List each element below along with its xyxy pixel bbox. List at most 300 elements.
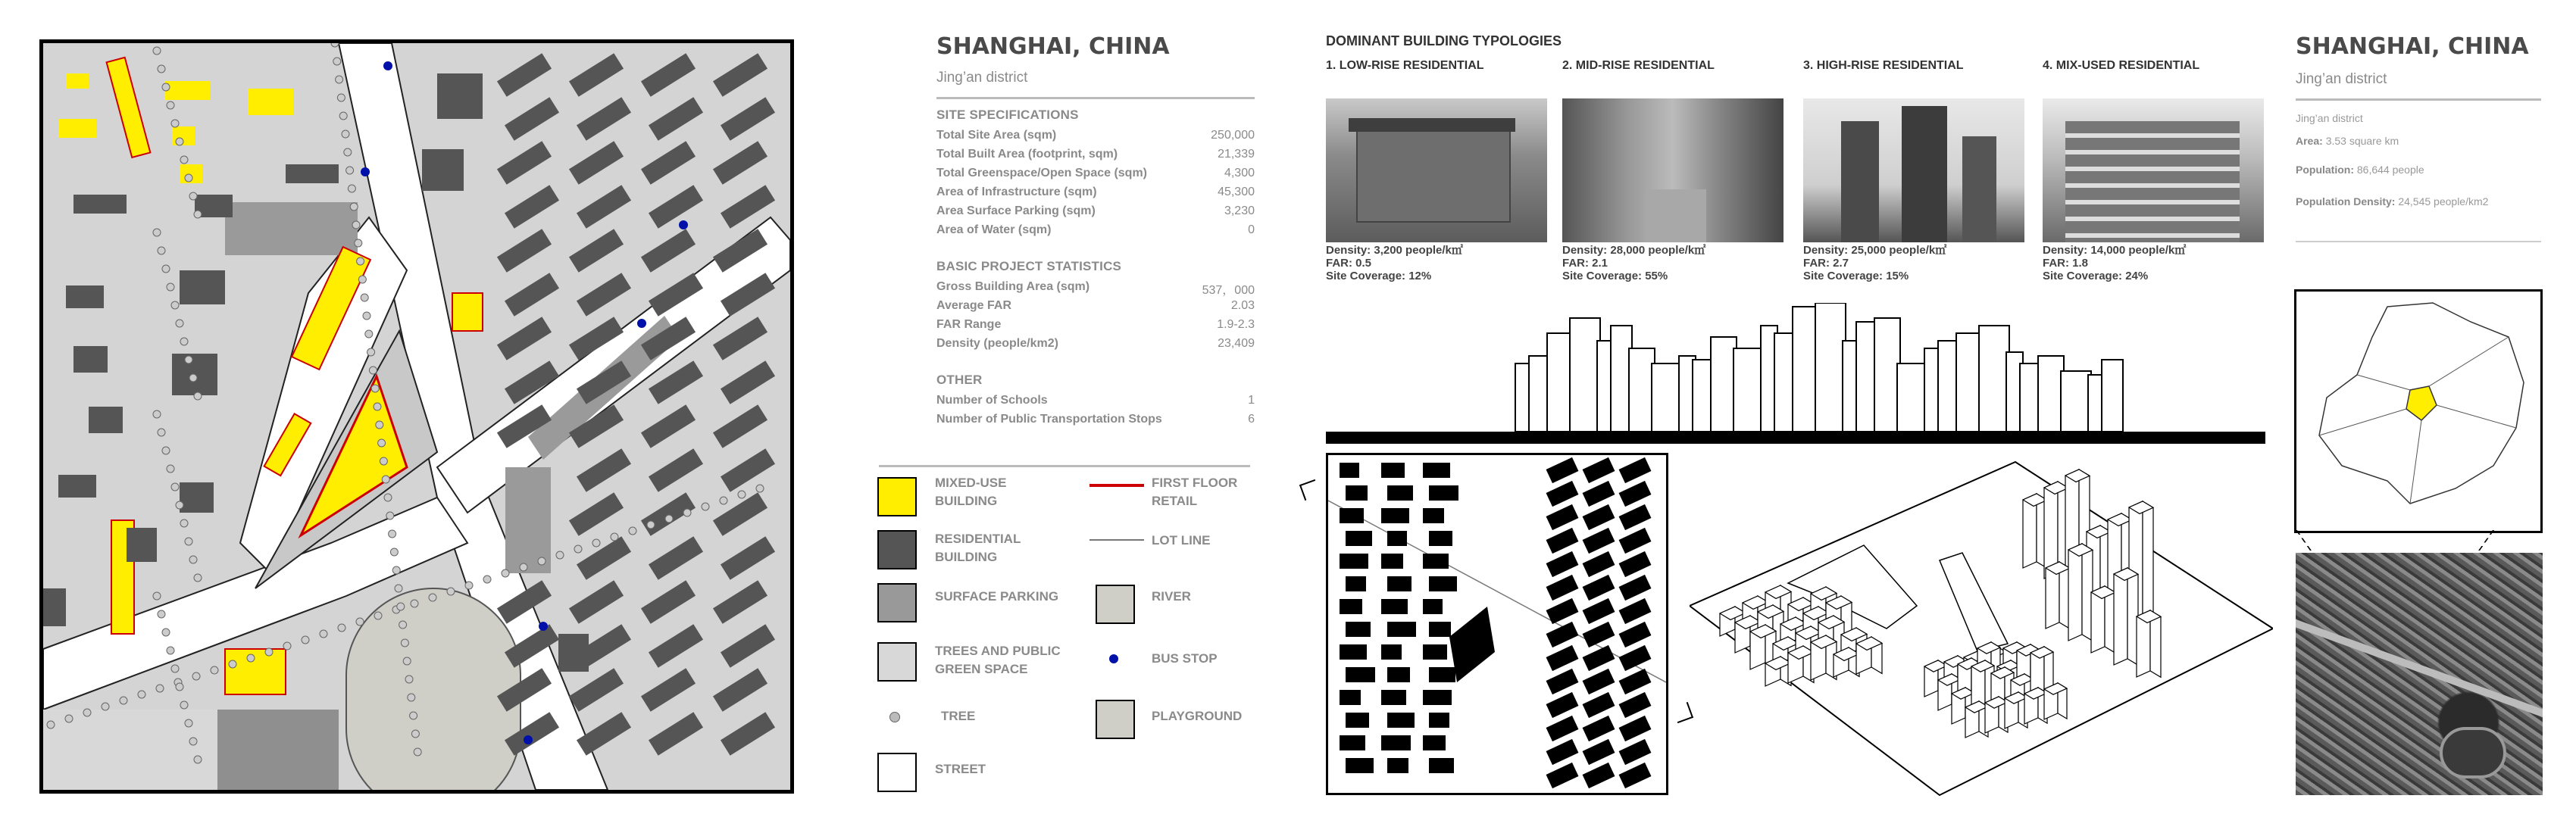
tree: [180, 156, 188, 164]
typology-1: [1326, 59, 1553, 286]
figure-ground-building: [1346, 485, 1368, 501]
figure-ground-building: [1619, 481, 1652, 507]
tree: [176, 501, 183, 509]
tree: [153, 410, 161, 418]
stat-value: 21,339: [1218, 148, 1255, 161]
legend-swatch-parking: [877, 583, 917, 622]
figure-ground-building: [1619, 669, 1652, 694]
tree: [185, 719, 192, 727]
figure-ground-building: [1583, 528, 1615, 554]
skyline-svg: [1326, 303, 2265, 445]
legend-swatch-retail: [1089, 484, 1144, 487]
stat-value: 2.03: [1230, 299, 1255, 312]
figure-ground-building: [1583, 692, 1615, 718]
figure-ground-building: [1546, 575, 1579, 601]
site-specifications: [936, 108, 1255, 244]
tree: [357, 257, 364, 265]
legend-label-street: STREET: [935, 762, 986, 776]
tree: [483, 576, 491, 583]
typology-3-coverage: Site Coverage: 15%: [1803, 270, 1909, 282]
typology-2-far: FAR: 2.1: [1562, 257, 1608, 270]
stat-row: [936, 167, 1255, 180]
tree: [194, 392, 202, 400]
tree: [386, 512, 394, 519]
skyline-building: [1956, 333, 1982, 432]
photo-tower-1: [1841, 121, 1879, 242]
basic-statistics-heading: BASIC PROJECT STATISTICS: [936, 259, 1122, 273]
legend-label-lot-line: LOT LINE: [1152, 533, 1211, 548]
tree: [158, 65, 165, 73]
figure-ground-building: [1619, 716, 1652, 741]
tree: [556, 551, 564, 559]
tree: [229, 660, 236, 668]
stat-label: Area Surface Parking (sqm): [936, 204, 1096, 217]
district-subtitle: Jing’an district: [936, 70, 1028, 86]
figure-ground-building: [1387, 576, 1411, 591]
tree: [374, 612, 382, 619]
tree: [399, 621, 407, 629]
figure-ground-building: [1619, 739, 1652, 765]
typology-3-name: 3. HIGH-RISE RESIDENTIAL: [1803, 59, 1964, 72]
stat-value: 4,300: [1224, 167, 1255, 179]
tree: [211, 666, 218, 674]
axonometric-svg: [1690, 454, 2273, 803]
residential-building: [73, 346, 108, 373]
tree: [337, 94, 345, 101]
tree: [158, 429, 165, 436]
mixed-use-building: [66, 73, 89, 89]
stat-row: [936, 299, 1255, 313]
stat-row: [936, 129, 1255, 142]
typology-2-coverage: Site Coverage: 55%: [1562, 270, 1668, 282]
figure-ground-building: [1381, 735, 1411, 750]
figure-ground-building: [1546, 528, 1579, 554]
stat-row: [936, 413, 1255, 426]
right-panel-title: SHANGHAI, CHINA: [2296, 33, 2529, 60]
stat-value: 1.9-2.3: [1217, 318, 1255, 331]
figure-ground-building: [1423, 599, 1443, 614]
tree: [185, 356, 192, 363]
stat-label: Total Site Area (sqm): [936, 129, 1057, 142]
skyline-building: [1733, 348, 1764, 432]
legend-label-parking: SURFACE PARKING: [935, 589, 1059, 604]
legend-label-bus-stop: BUS STOP: [1152, 651, 1218, 666]
section-marker-left: [1299, 479, 1321, 501]
figure-ground-building: [1583, 739, 1615, 765]
tree: [363, 312, 370, 320]
skyline-ground-bar: [1326, 432, 2265, 444]
bus-stop: [524, 735, 533, 744]
area-value: 3.53 square km: [2325, 135, 2399, 147]
figure-ground-building: [1381, 644, 1402, 660]
typology-3-far: FAR: 2.7: [1803, 257, 1849, 270]
skyline-building: [1547, 333, 1573, 432]
area-label: Area:: [2296, 135, 2323, 147]
figure-ground-building: [1546, 622, 1579, 647]
typology-3: [1803, 59, 2030, 286]
figure-ground-building: [1423, 690, 1452, 705]
stat-row: [936, 337, 1255, 351]
residential-building: [89, 407, 123, 433]
tree: [153, 47, 161, 55]
bus-stop: [361, 167, 370, 176]
figure-ground-building: [1346, 713, 1369, 728]
figure-ground-building: [1429, 531, 1452, 546]
residential-building: [422, 149, 464, 191]
tree: [447, 588, 455, 595]
figure-ground-building: [1546, 481, 1579, 507]
tree: [167, 647, 174, 654]
tree: [465, 582, 473, 589]
photo-block-shape: [2065, 121, 2240, 242]
stat-row: [936, 223, 1255, 237]
tree: [189, 738, 197, 745]
figure-ground-building: [1546, 504, 1579, 530]
residential-building: [286, 164, 339, 183]
tree: [336, 76, 343, 83]
legend-label-tree: TREE: [941, 709, 976, 723]
legend-swatch-tree: [889, 712, 900, 722]
legend-swatch-playground: [1096, 700, 1135, 739]
figure-ground-building: [1423, 508, 1444, 523]
skyline-building: [2061, 371, 2091, 432]
tree: [302, 636, 309, 644]
figure-ground-building: [1449, 607, 1495, 682]
skyline-building: [2102, 360, 2123, 432]
typology-4-name: 4. MIX-USED RESIDENTIAL: [2043, 59, 2200, 72]
shanghai-district-map: [2294, 289, 2543, 533]
tree: [162, 265, 170, 273]
tree: [339, 112, 347, 120]
tree: [346, 167, 354, 174]
skyline-building: [1793, 307, 1818, 432]
tree: [350, 203, 358, 211]
typology-4-coverage: Site Coverage: 24%: [2043, 270, 2149, 282]
stat-row: [936, 280, 1255, 297]
tree: [189, 374, 197, 382]
other-heading: OTHER: [936, 373, 983, 387]
tree: [138, 691, 145, 698]
figure-ground-building: [1429, 758, 1454, 773]
figure-ground-building: [1381, 508, 1409, 523]
aerial-road: [2296, 617, 2543, 722]
tree: [520, 563, 527, 571]
tree: [392, 566, 400, 574]
stat-label: Average FAR: [936, 299, 1011, 312]
typology-1-name: 1. LOW-RISE RESIDENTIAL: [1326, 59, 1484, 72]
figure-ground-building: [1387, 667, 1410, 682]
tree: [405, 675, 413, 683]
tree: [120, 697, 127, 704]
tree: [265, 648, 273, 656]
tree: [408, 694, 415, 701]
tree: [371, 385, 379, 392]
right-panel-density: [2296, 195, 2488, 207]
skyline-elevation: [1326, 303, 2265, 445]
population-value: 86,644 people: [2356, 164, 2424, 176]
tree: [629, 527, 636, 535]
tree: [647, 521, 655, 529]
legend-swatch-mixed-use: [877, 477, 917, 516]
figure-ground-building: [1340, 554, 1368, 569]
figure-ground-building: [1346, 667, 1375, 682]
tree: [167, 283, 174, 291]
legend-swatch-green: [877, 642, 917, 682]
tree: [683, 509, 691, 516]
tree: [83, 709, 91, 716]
legend-swatch-lot-line: [1089, 539, 1144, 541]
figure-ground-building: [1546, 716, 1579, 741]
tree: [167, 101, 174, 109]
figure-ground-building: [1429, 622, 1451, 637]
residential-building: [437, 73, 483, 119]
tree: [167, 465, 174, 473]
figure-ground-building: [1619, 551, 1652, 577]
tree: [352, 221, 360, 229]
tree: [384, 494, 392, 501]
tree: [382, 476, 389, 483]
figure-ground-building: [1546, 457, 1579, 483]
figure-ground-building: [1619, 692, 1652, 718]
mixed-use-building: [452, 293, 483, 331]
district-map-svg: [2296, 292, 2540, 531]
figure-ground-building: [1381, 463, 1405, 478]
playground-oval: [346, 588, 521, 790]
tree: [180, 519, 188, 527]
stat-label: Total Greenspace/Open Space (sqm): [936, 167, 1148, 179]
parking-lot-sw: [217, 710, 339, 790]
tree: [189, 192, 197, 200]
section-cut-line: [1328, 501, 1666, 682]
tree: [411, 730, 419, 738]
tree: [333, 58, 341, 65]
typology-4-density: Density: 14,000 people/k㎡: [2043, 244, 2187, 257]
figure-ground-building: [1583, 716, 1615, 741]
legend: [876, 473, 1270, 798]
aerial-photo: [2296, 553, 2543, 795]
figure-ground-building: [1546, 551, 1579, 577]
tree: [756, 485, 764, 492]
tree: [361, 294, 368, 301]
tree: [180, 701, 188, 709]
figure-ground-building: [1619, 457, 1652, 483]
figure-ground-building: [1619, 645, 1652, 671]
tree: [403, 657, 411, 665]
figure-ground-building: [1340, 735, 1365, 750]
figure-ground-building: [1583, 645, 1615, 671]
tree: [153, 592, 161, 600]
figure-ground-building: [1583, 598, 1615, 624]
tree: [395, 585, 402, 592]
residential-building: [127, 528, 157, 562]
tree: [342, 130, 349, 138]
tree: [185, 538, 192, 545]
tree: [65, 715, 73, 722]
typology-2-name: 2. MID-RISE RESIDENTIAL: [1562, 59, 1715, 72]
tree: [358, 276, 366, 283]
tree: [194, 756, 202, 763]
stat-label: Number of Public Transportation Stops: [936, 413, 1162, 426]
legend-label-retail: FIRST FLOOR RETAIL: [1152, 476, 1238, 508]
photo-street-shape: [1646, 189, 1706, 242]
figure-ground-building: [1423, 463, 1450, 478]
site-plan-map: [39, 39, 794, 794]
tree: [376, 421, 383, 429]
tree: [397, 603, 405, 610]
figure-ground-building: [1546, 739, 1579, 765]
figure-ground-svg: [1328, 455, 1666, 793]
stat-label: FAR Range: [936, 318, 1002, 331]
figure-ground-building: [1340, 508, 1364, 523]
figure-ground-building: [1619, 504, 1652, 530]
parking-lot-2: [505, 467, 551, 573]
mixed-use-building: [248, 89, 293, 115]
figure-ground-building: [1619, 528, 1652, 554]
density-label: Population Density:: [2296, 195, 2396, 207]
figure-ground-building: [1346, 622, 1371, 637]
title-rule: [936, 97, 1255, 99]
right-panel-rule-top: [2296, 98, 2541, 101]
stat-value: 45,300: [1218, 186, 1255, 198]
legend-label-mixed-use: MIXED-USE BUILDING: [935, 476, 1007, 508]
skyline-building: [1711, 337, 1737, 432]
tree: [429, 594, 436, 601]
tree: [401, 639, 408, 647]
tree: [192, 672, 200, 680]
figure-ground-building: [1429, 713, 1449, 728]
tree: [348, 185, 355, 192]
legend-swatch-street: [877, 753, 917, 792]
tree: [369, 367, 377, 374]
tree: [283, 642, 291, 650]
figure-ground-building: [1429, 667, 1455, 682]
stat-label: Area of Water (sqm): [936, 223, 1052, 236]
figure-ground-building: [1546, 645, 1579, 671]
right-panel-rule-bottom: [2296, 241, 2541, 242]
population-label: Population:: [2296, 164, 2354, 176]
legend-swatch-river: [1096, 585, 1135, 624]
tree: [411, 600, 418, 607]
figure-ground-building: [1387, 531, 1407, 546]
figure-ground-building: [1423, 735, 1446, 750]
density-value: 24,545 people/km2: [2398, 195, 2489, 207]
tree: [162, 447, 170, 454]
skyline-building: [1897, 363, 1927, 432]
tree: [102, 703, 109, 710]
tree: [171, 665, 179, 672]
figure-ground-building: [1619, 622, 1652, 647]
tree: [538, 557, 546, 565]
stat-row: [936, 394, 1255, 407]
stat-row: [936, 318, 1255, 332]
right-panel-district-small: Jing’an district: [2296, 112, 2363, 124]
tree: [247, 654, 255, 662]
tree: [414, 748, 421, 756]
typology-2: [1562, 59, 1790, 286]
stat-label: Area of Infrastructure (sqm): [936, 186, 1097, 198]
typology-1-far: FAR: 0.5: [1326, 257, 1372, 270]
tree: [171, 301, 179, 309]
basic-statistics: [936, 259, 1255, 357]
residential-building: [43, 588, 66, 626]
tree: [592, 539, 600, 547]
tree: [158, 247, 165, 254]
tree: [171, 483, 179, 491]
figure-ground-building: [1387, 758, 1408, 773]
mixed-use-building: [164, 81, 210, 100]
tree: [158, 610, 165, 618]
legend-label-green: TREES AND PUBLIC GREEN SPACE: [935, 644, 1061, 676]
stat-label: Gross Building Area (sqm): [936, 280, 1090, 293]
mixed-use-building: [225, 649, 286, 694]
tree: [153, 229, 161, 236]
mixed-use-building: [58, 119, 96, 138]
stat-value: 23,409: [1218, 337, 1255, 350]
figure-ground-building: [1387, 713, 1415, 728]
stat-value: 537，000: [1202, 284, 1255, 297]
tree: [194, 211, 202, 218]
axo-building-face: [2068, 544, 2082, 641]
tree: [156, 685, 164, 692]
figure-ground-building: [1340, 644, 1367, 660]
figure-ground-building: [1429, 576, 1457, 591]
typology-4-far: FAR: 1.8: [2043, 257, 2089, 270]
figure-ground-building: [1429, 485, 1458, 501]
figure-ground-building: [1583, 669, 1615, 694]
tree: [574, 545, 582, 553]
tree: [390, 548, 398, 556]
skyline-building: [1874, 318, 1900, 432]
skyline-building: [2038, 356, 2064, 432]
axo-building-side: [2143, 501, 2153, 621]
tree: [176, 320, 183, 327]
tree: [410, 712, 417, 719]
figure-ground-building: [1619, 575, 1652, 601]
legend-rule: [879, 465, 1250, 467]
figure-ground-building: [1583, 481, 1615, 507]
figure-ground-building: [1340, 690, 1361, 705]
legend-label-residential: RESIDENTIAL BUILDING: [935, 532, 1021, 564]
site-plan-svg: [43, 43, 790, 790]
tree: [189, 556, 197, 563]
stat-value: 250,000: [1211, 129, 1255, 142]
tree: [47, 721, 55, 728]
skyline-building: [1815, 303, 1846, 432]
tree: [502, 569, 509, 577]
typology-4: [2043, 59, 2270, 286]
tree: [162, 629, 170, 636]
right-panel-district: Jing’an district: [2296, 71, 2387, 87]
page-title: SHANGHAI, CHINA: [936, 33, 1170, 60]
bus-stop: [679, 220, 688, 229]
right-panel-population: [2296, 164, 2424, 176]
legend-swatch-residential: [877, 530, 917, 569]
tree: [344, 148, 352, 156]
figure-ground-building: [1340, 599, 1362, 614]
typologies-heading: DOMINANT BUILDING TYPOLOGIES: [1326, 33, 1562, 48]
figure-ground-building: [1346, 531, 1372, 546]
legend-label-playground: PLAYGROUND: [1152, 709, 1243, 723]
photo-tower-3: [1962, 136, 1996, 242]
tree: [367, 348, 375, 356]
parking-lot-1: [225, 202, 358, 255]
residential-building: [66, 285, 104, 308]
skyline-building: [1570, 318, 1600, 432]
typology-1-density: Density: 3,200 people/k㎡: [1326, 244, 1463, 257]
tree: [171, 120, 179, 127]
tree: [365, 330, 373, 338]
stat-label: Density (people/km2): [936, 337, 1058, 350]
